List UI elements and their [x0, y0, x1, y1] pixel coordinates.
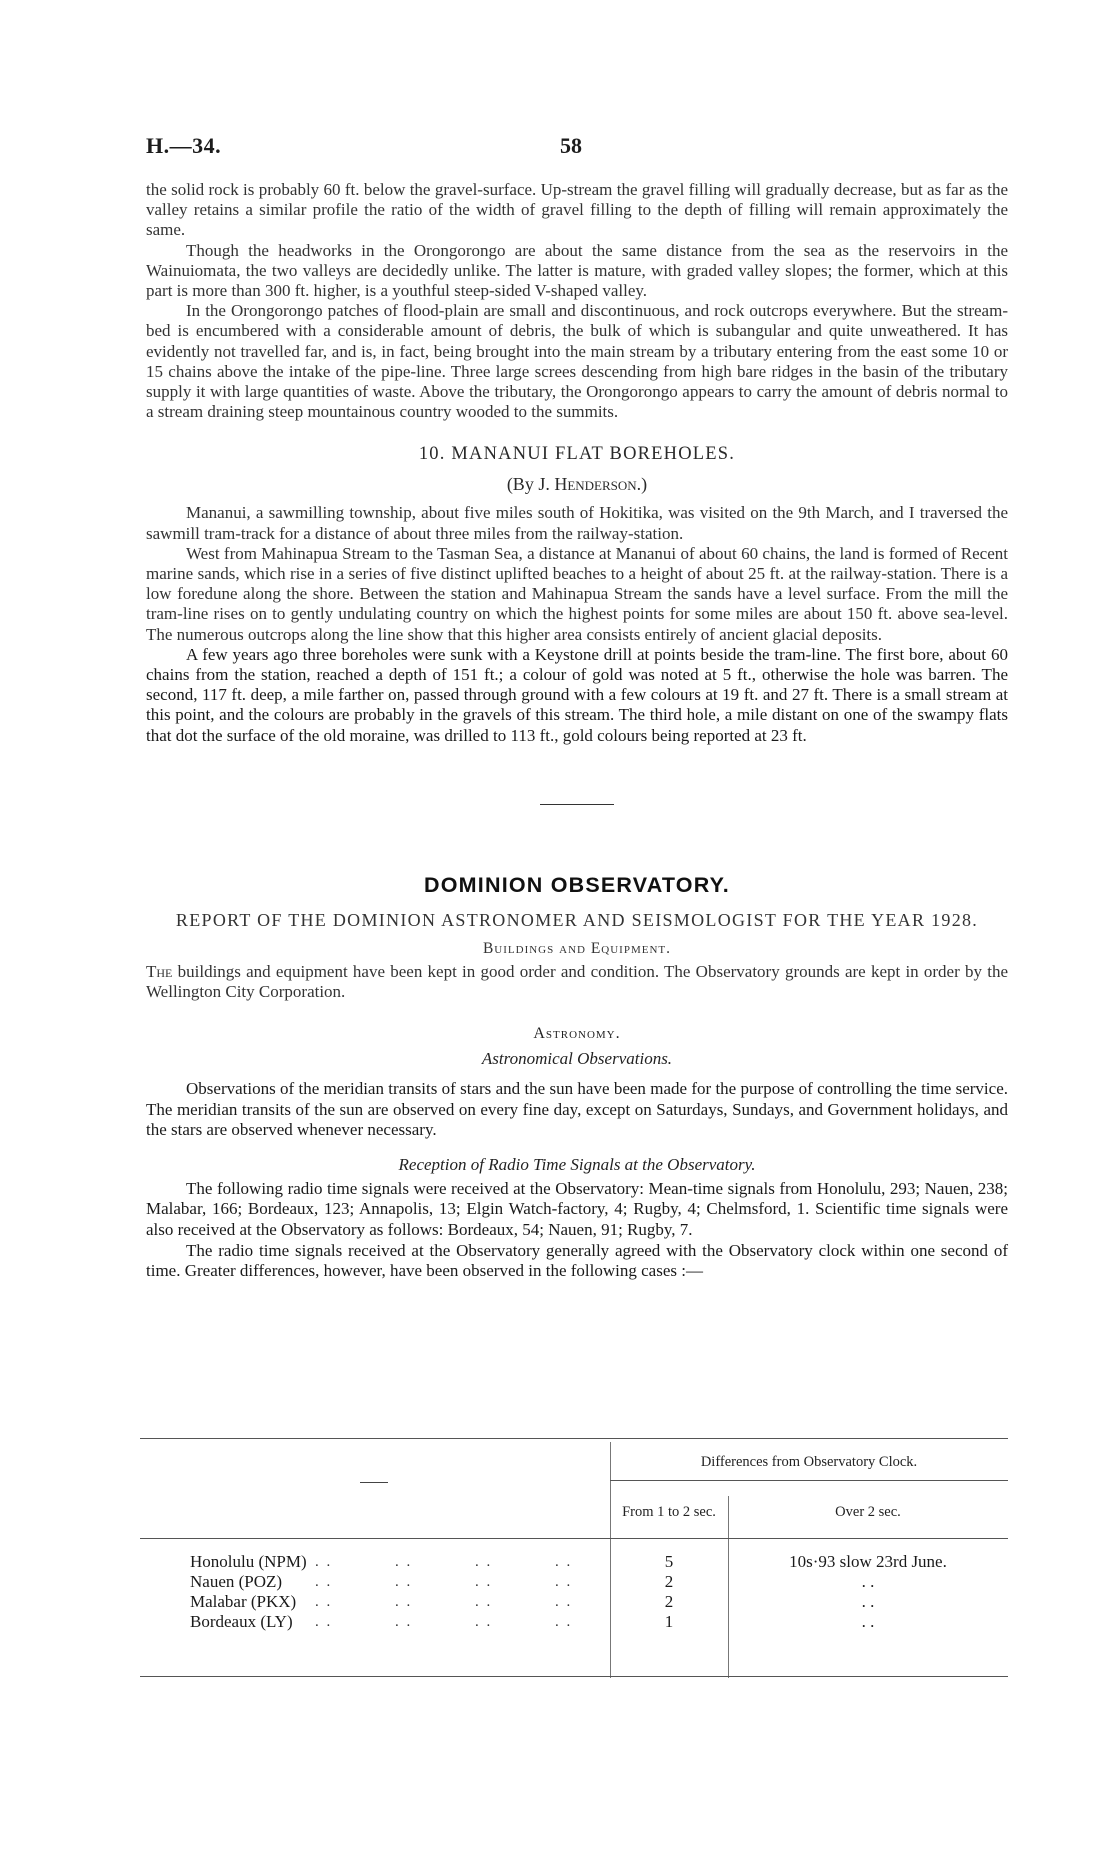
paragraph: In the Orongorongo patches of flood-plain are small and discontinuous, and rock outcrops everywhere. But the stream-bed is encumbered with a considerable amount of debris, the bulk of which is subangular and quite unweathered. It has evidently not travelled far, and is, in fact, being brought into the main stream by a tributary entering from the east some 10 or 15 chains above the intake of the pipe-line. Three large screes descending from high bare ridges in the basin of the tributary supply it with large quantities of waste. Above the tributary, the Orongorongo appears to carry the amount of debris normal to a stream draining steep mountainous country wooded to the summits.	[146, 301, 1008, 422]
document-code: H.—34.	[146, 133, 222, 158]
leader-dots: . .	[555, 1554, 573, 1570]
group-header: Differences from Observatory Clock.	[700, 1454, 918, 1470]
paragraph: Though the headworks in the Orongorongo are about the same distance from the sea as the reservoirs in the Wainuiomata, the two valleys are decidedly unlike. The latter is mature, with graded valley slopes; the former, which at this part is more than 300 ft. higher, is a youthful steep-sided V-shaped valley.	[146, 240, 1008, 301]
cell-over-2-sec: . .	[861, 1612, 875, 1631]
leader-dots: . .	[315, 1614, 333, 1630]
leader-dots: . .	[475, 1594, 493, 1610]
leader-dots: . .	[475, 1554, 493, 1570]
astronomy-heading: Astronomy.	[533, 1025, 621, 1043]
cell-1-to-2-sec: 5	[664, 1552, 674, 1571]
leader-dots: . .	[315, 1554, 333, 1570]
page-number: 58	[560, 133, 582, 158]
byline-prefix: (By J.	[506, 474, 555, 495]
header-dash	[360, 1482, 388, 1483]
page-header	[146, 133, 1006, 163]
paragraph: the solid rock is probably 60 ft. below the gravel-surface. Up-stream the gravel filling will gradually decrease, but as far as the valley retains a similar profile the ratio of the width of gravel filling to the depth of filling will remain approximately the same.	[146, 180, 1008, 240]
buildings-text: buildings and equipment have been kept in good order and condition. The Observatory grounds are kept in order by the Wellington City Corporation.	[146, 961, 1008, 1002]
leader-dots: . .	[315, 1594, 333, 1610]
leader-dots: . .	[395, 1614, 413, 1630]
table-rule-header	[140, 1538, 1008, 1539]
byline-name: Henderson	[554, 474, 637, 495]
station-name: Nauen (POZ)	[190, 1572, 283, 1591]
paragraph: West from Mahinapua Stream to the Tasman Sea, a distance at Mananui of about 60 chains, the land is formed of Recent marine sands, which rise in a series of five distinct uplifted beaches to a height of about 25 ft. at the railway-station. There is a low foredune along the shore. Between the station and Mahinapua Stream the sands have a level surface. From the mill the tram-line rises on to gently undulating country on which the highest points for some miles are about 150 ft. above sea-level. The numerous outcrops along the line show that this higher area consists entirely of ancient glacial deposits.	[146, 543, 1008, 644]
buildings-paragraph	[146, 962, 1008, 1003]
column-header-1: From 1 to 2 sec.	[622, 1504, 716, 1520]
paragraph: Observations of the meridian transits of stars and the sun have been made for the purpose of controlling the time service. The meridian transits of the sun are observed on every fine day, except on Saturdays, Sundays, and Government holidays, and the stars are observed whenever necessary.	[146, 1079, 1008, 1140]
table-rule-group	[610, 1480, 1008, 1481]
station-name: Bordeaux (LY)	[190, 1612, 293, 1631]
first-word: The	[146, 961, 173, 981]
observatory-title: DOMINION OBSERVATORY.	[424, 872, 730, 897]
cell-1-to-2-sec: 1	[664, 1612, 674, 1631]
section-title: 10. MANANUI FLAT BOREHOLES.	[418, 444, 736, 465]
section-divider	[540, 804, 614, 805]
paragraph: A few years ago three boreholes were sunk with a Keystone drill at points beside the tram-line. The first bore, about 60 chains from the station, reached a depth of 151 ft.; a colour of gold was noted at 5 ft., otherwise the hole was barren. The second, 117 ft. deep, a mile farther on, passed through ground with a few colours at 19 ft. and 27 ft. There is a small stream at this point, and the colours are probably in the gravels of this stream. The third hole, a mile distant on one of the swampy flats that dot the surface of the old moraine, was drilled to 113 ft., gold colours being reported at 23 ft.	[146, 644, 1008, 745]
cell-over-2-sec: 10s·93 slow 23rd June.	[789, 1552, 947, 1571]
table-rule-top	[140, 1438, 1008, 1439]
section-observatory	[146, 873, 1008, 1282]
station-name: Malabar (PKX)	[190, 1592, 297, 1611]
cell-1-to-2-sec: 2	[664, 1572, 674, 1591]
radio-heading: Reception of Radio Time Signals at the Observatory.	[398, 1154, 756, 1174]
differences-table	[140, 1438, 1008, 1682]
column-header-2: Over 2 sec.	[835, 1504, 901, 1520]
cell-over-2-sec: . .	[861, 1572, 875, 1591]
leader-dots: . .	[555, 1614, 573, 1630]
cell-over-2-sec: . .	[861, 1592, 875, 1611]
station-name: Honolulu (NPM)	[190, 1552, 307, 1571]
leader-dots: . .	[395, 1554, 413, 1570]
section-mananui	[146, 444, 1008, 745]
leader-dots: . .	[555, 1594, 573, 1610]
cell-1-to-2-sec: 2	[664, 1592, 674, 1611]
paragraph: The radio time signals received at the Observatory generally agreed with the Observatory clock within one second of time. Greater differences, however, have been observed in the following cases :—	[146, 1240, 1008, 1281]
paragraph: Mananui, a sawmilling township, about five miles south of Hokitika, was visited on the 9th March, and I traversed the sawmill tram-track for a distance of about three miles from the railway-station.	[146, 503, 1008, 543]
leader-dots: . .	[395, 1574, 413, 1590]
leader-dots: . .	[475, 1614, 493, 1630]
leader-dots: . .	[315, 1574, 333, 1590]
byline-suffix: .)	[636, 474, 648, 495]
continued-section	[146, 180, 1008, 422]
leader-dots: . .	[555, 1574, 573, 1590]
report-title: REPORT OF THE DOMINION ASTRONOMER AND SEISMOLOGIST FOR THE YEAR 1928.	[175, 909, 979, 930]
page-body	[146, 180, 1008, 1282]
astro-obs-heading: Astronomical Observations.	[481, 1049, 673, 1069]
byline	[146, 474, 1008, 495]
paragraph: The following radio time signals were received at the Observatory: Mean-time signals from Honolulu, 293; Nauen, 238; Malabar, 166; Bordeaux, 123; Annapolis, 13; Elgin Watch-factory, 4; Rugby, 4; Chelmsford, 1. Scientific time signals were also received at the Observatory as follows: Bordeaux, 54; Nauen, 91; Rugby, 7.	[146, 1178, 1008, 1240]
buildings-heading: Buildings and Equipment.	[482, 939, 672, 957]
leader-dots: . .	[475, 1574, 493, 1590]
table-rule-bottom	[140, 1676, 1008, 1677]
leader-dots: . .	[395, 1594, 413, 1610]
